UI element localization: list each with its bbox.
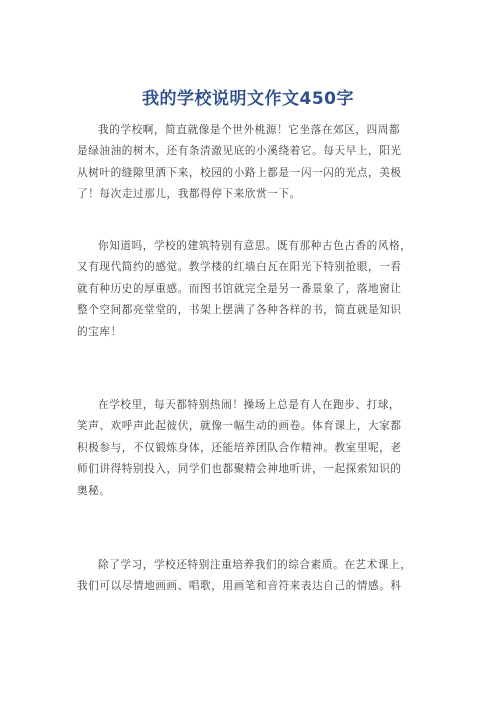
paragraph-line: 除了学习，学校还特别注重培养我们的综合素质。在艺术课上，	[98, 559, 412, 571]
paragraph-line: 是绿油油的树木，还有条清澈见底的小溪绕着它。每天早上，阳光	[77, 145, 402, 158]
paragraph-line: 了！每次走过那儿，我都得停下来欣赏一下。	[77, 188, 301, 201]
paragraph-2	[77, 236, 427, 343]
paragraph-line: 从树叶的缝隙里洒下来，校园的小路上都是一闪一闪的光点，美极	[77, 166, 402, 179]
paragraph-line: 就有种历史的厚重感。而图书馆就完全是另一番景象了，落地窗让	[77, 282, 402, 295]
paragraph-line: 师们讲得特别投入，同学们也都聚精会神地听讲，一起探索知识的	[77, 463, 402, 476]
document-title: 我的学校说明文作文450字	[142, 89, 354, 109]
paragraph-4	[77, 555, 427, 598]
paragraph-line: 的宝库！	[77, 325, 122, 338]
paragraph-line: 笑声、欢呼声此起彼伏，就像一幅生动的画卷。体育课上，大家都	[77, 420, 402, 433]
paragraph-1	[77, 120, 427, 206]
paragraph-3	[77, 395, 427, 502]
paragraph-line: 我的学校啊，简直就像是个世外桃源！它坐落在郊区，四周都	[98, 124, 401, 136]
paragraph-line: 整个空间都亮堂堂的，书架上摆满了各种各样的书，简直就是知识	[77, 304, 402, 317]
paragraph-line: 积极参与，不仅锻炼身体，还能培养团队合作精神。教室里呢，老	[77, 441, 402, 454]
paragraph-line: 你知道吗，学校的建筑特别有意思。既有那种古色古香的风格，	[98, 240, 412, 252]
paragraph-line: 又有现代简约的感觉。教学楼的红墙白瓦在阳光下特别抢眼，一看	[77, 261, 402, 274]
paragraph-line: 我们可以尽情地画画、唱歌，用画笔和音符来表达自己的情感。科	[77, 580, 402, 593]
paragraph-line: 奥秘。	[77, 484, 111, 497]
paragraph-line: 在学校里，每天都特别热闹！操场上总是有人在跑步、打球，	[98, 399, 401, 411]
